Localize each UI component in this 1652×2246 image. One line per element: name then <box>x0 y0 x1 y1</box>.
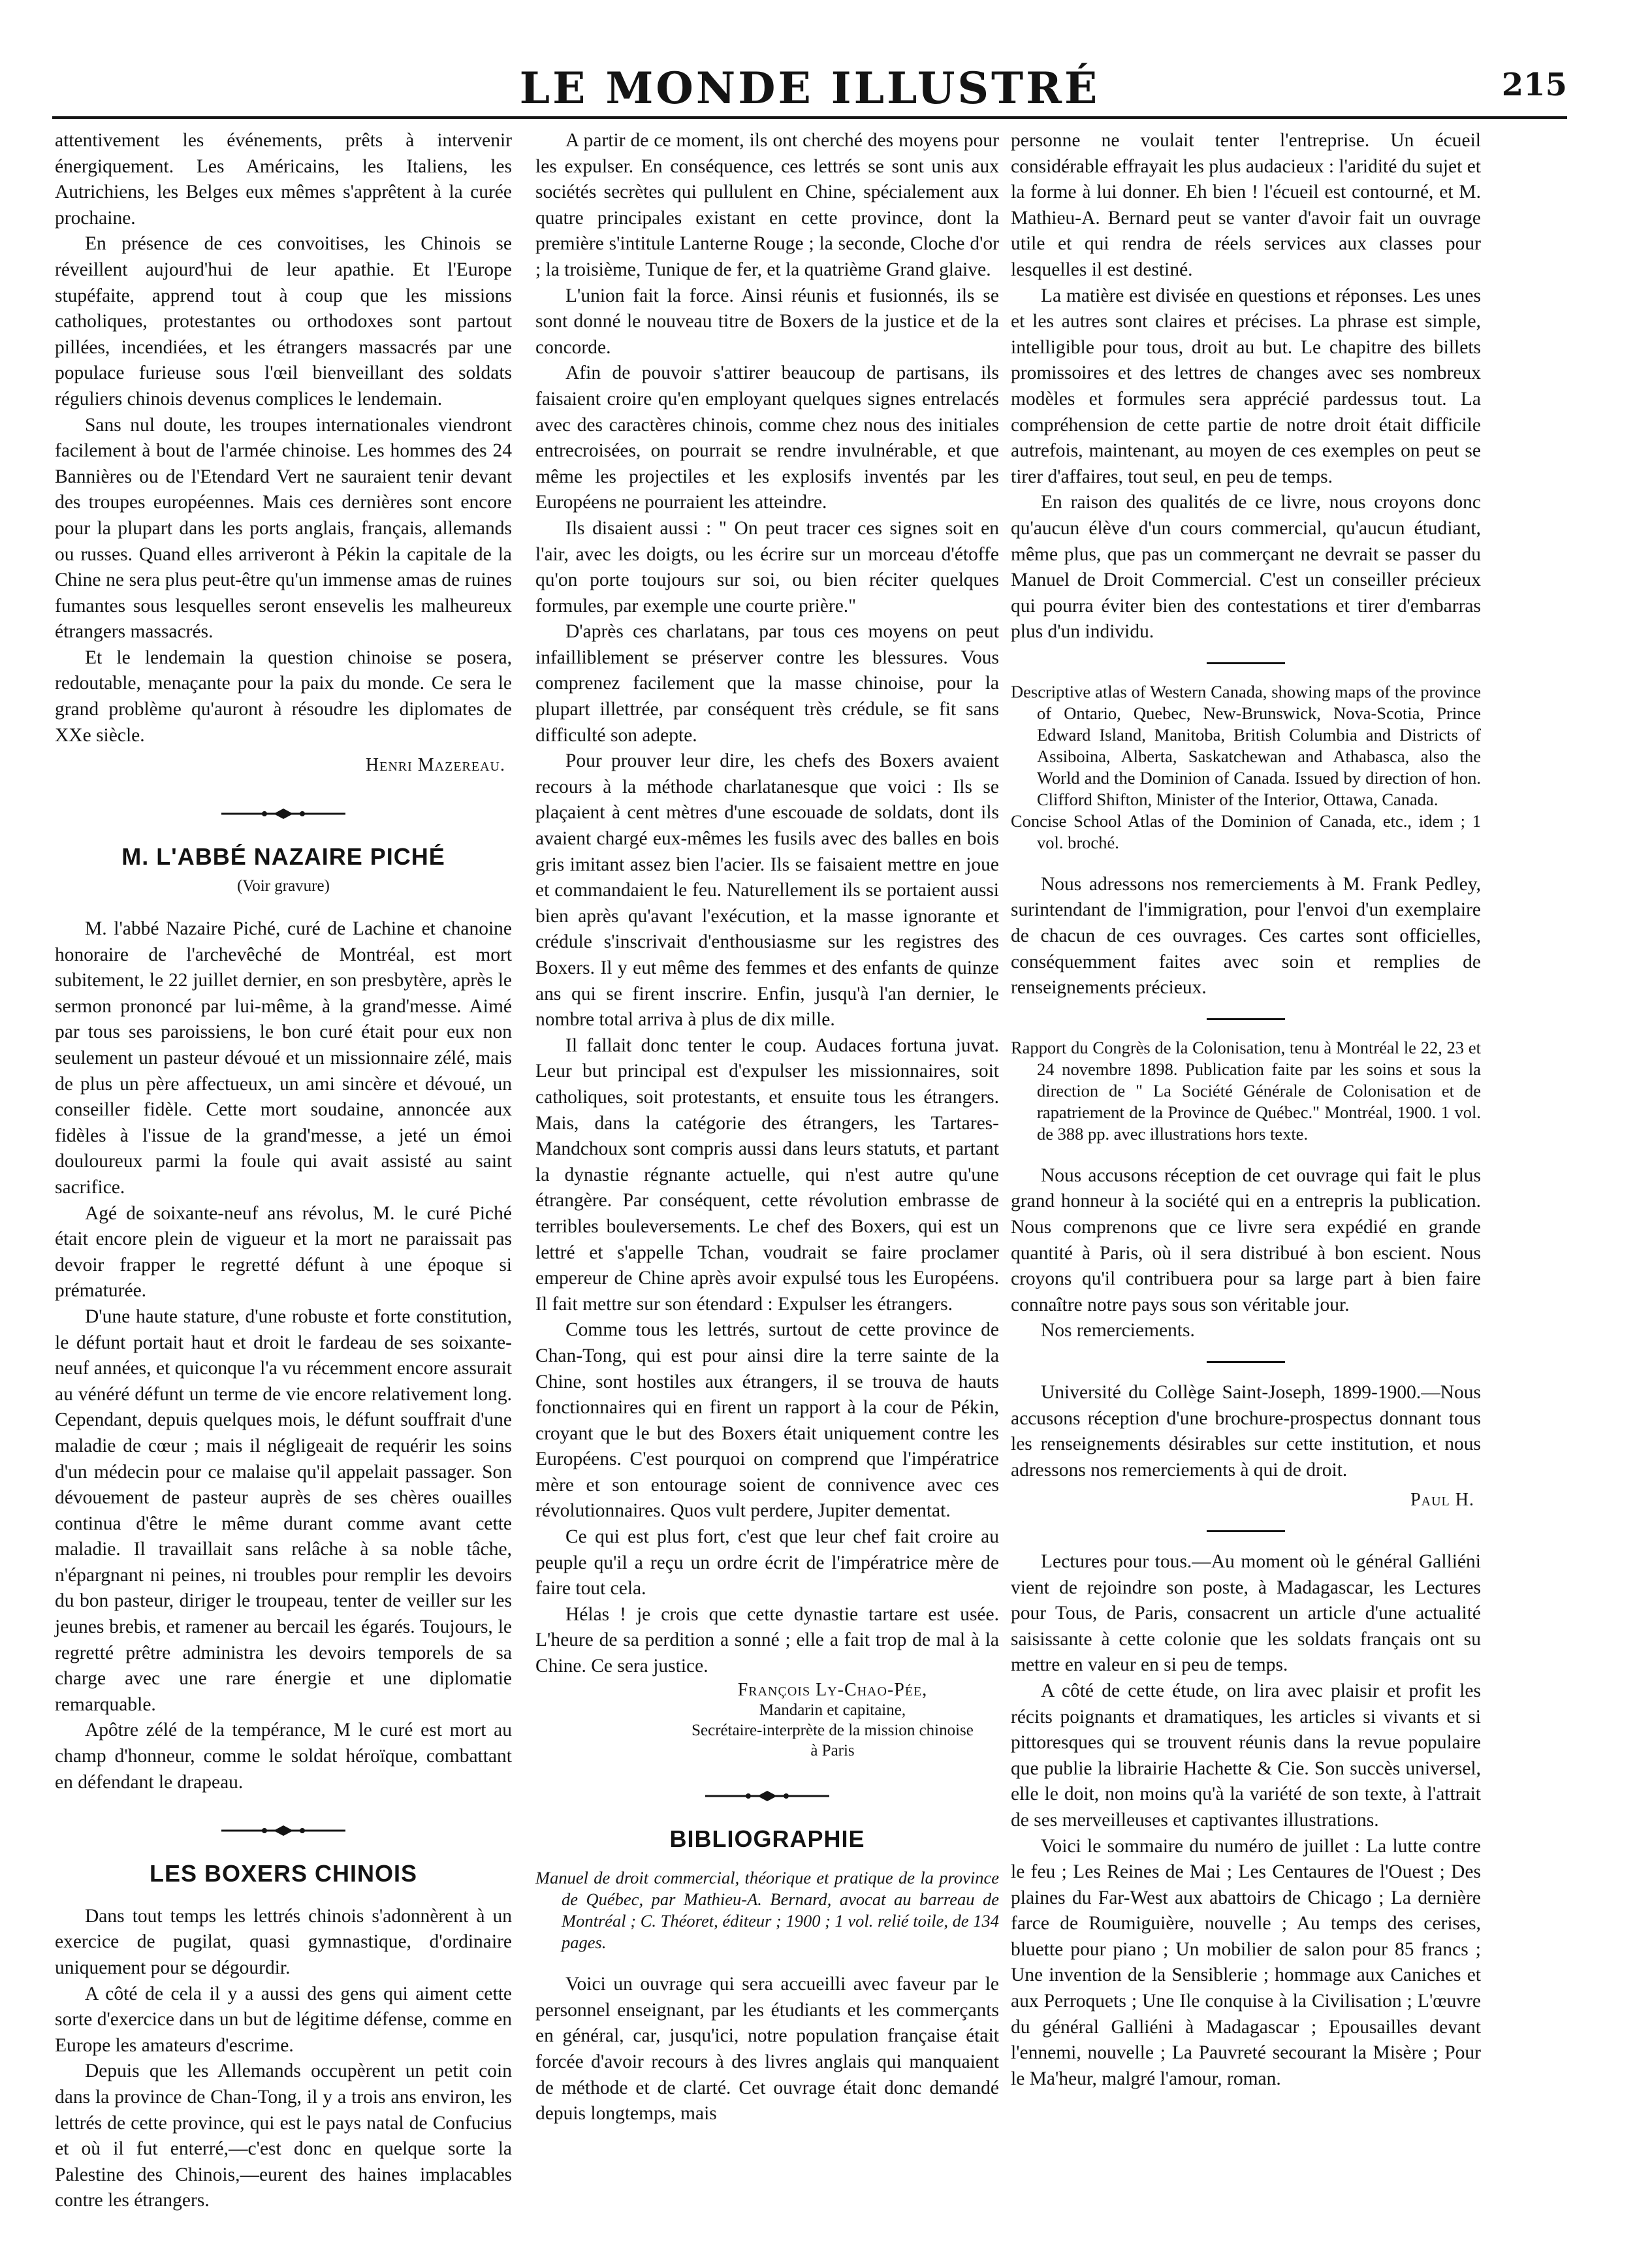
article-paragraph: Nous adressons nos remerciements à M. Frank Pedley, surintendant de l'immigration, pour l'envoi d'un exemplaire de chacun de ces ouvrages. Ces cartes sont officielles, conséquemment faites avec soin et remplies de renseignements précieux. <box>1011 873 1481 999</box>
section-heading-boxers: LES BOXERS CHINOIS <box>149 1860 418 1887</box>
article-paragraph: Agé de soixante-neuf ans révolus, M. le curé Piché était encore plein de vigueur et la mort ne paraissait pas devoir frapper le regretté défunt à une époque si prématurée. <box>55 1202 512 1302</box>
author-name: François Ly-Chao-Pée, <box>737 1679 928 1700</box>
article-paragraph: D'après ces charlatans, par tous ces moyens on peut infailliblement se préserver contre les blessures. Vous comprenez facilement que la masse chinoise, pour la plupart illettrée, par conséquent très crédule, se fit sans difficulté son adepte. <box>535 621 999 746</box>
newspaper-title: LE MONDE ILLUSTRÉ <box>519 63 1100 114</box>
spacer <box>1011 854 1481 872</box>
article-paragraph: Voici un ouvrage qui sera accueilli avec faveur par le personnel enseignant, par les étudiants et les commerçants en général, car, jusqu'ici, notre population française était forcée d'avoir recours à des livres anglais qui manquaient de méthode et de clarté. Cet ouvrage était donc demandé depuis longtemps, mais <box>535 1974 999 2125</box>
article-paragraph: La matière est divisée en questions et réponses. Les unes et les autres sont claires et précises. La phrase est simple, intelligible pour tous, droit au but. Le chapitre des billets promissoires et des lettres de changes avec ses nombreux modèles et formules sera apprécié pardessus tout. La compréhension de cette partie de notre droit était difficile autrefois, maintenant, au moyen de ces exemples on peut se tirer d'affaires, tout seul, en peu de temps. <box>1011 285 1481 487</box>
article-paragraph: A partir de ce moment, ils ont cherché des moyens pour les expulser. En conséquence, ces lettrés se sont unis aux sociétés secrètes qui pullulent en Chine, spécialement aux quatre principales existant en cette province, dont la première s'intitule Lanterne Rouge ; la seconde, Cloche d'or ; la troisième, Tunique de fer, et la quatrième Grand glaive. <box>535 130 999 280</box>
article-paragraph: Et le lendemain la question chinoise se posera, redoutable, menaçante pour la paix du monde. Ce sera le grand problème qu'auront à résoudre les diplomates de XXe siècle. <box>55 647 512 746</box>
author-title-line: à Paris <box>810 1741 855 1759</box>
article-paragraph: A côté de cela il y a aussi des gens qui aiment cette sorte d'exercice dans un but de légitime défense, comme en Europe les amateurs d'escrime. <box>55 1983 512 2056</box>
article-paragraph: Nos remerciements. <box>1041 1320 1195 1341</box>
spacer <box>535 1953 999 1972</box>
article-paragraph: attentivement les événements, prêts à intervenir énergiquement. Les Américains, les Italiens, les Autrichiens, les Belges eux mêmes s'apprêtent à la curée prochaine. <box>55 130 512 229</box>
section-rule <box>1207 1361 1285 1363</box>
author-signature: Henri Mazereau. <box>365 755 505 776</box>
author-signature: Paul H. <box>1410 1490 1474 1511</box>
bibliography-entry: Manuel de droit commercial, théorique et pratique de la province de Québec, par Mathieu-A. Bernard, avocat au barreau de Montréal ; C. Théoret, éditeur ; 1900 ; 1 vol. relié toile, de 134 pages. <box>535 1868 999 1953</box>
section-heading-bibliographie: BIBLIOGRAPHIE <box>669 1825 865 1852</box>
article-paragraph: En raison des qualités de ce livre, nous croyons donc qu'aucun élève d'un cours commercial, qu'aucun étudiant, même plus, que pas un commerçant ne devrait se passer du Manuel de Droit Commercial. C'est un conseiller précieux qui pourra éviter bien des contestations et tirer d'embarras plus d'un individu. <box>1011 492 1481 643</box>
article-paragraph: Il fallait donc tenter le coup. Audaces fortuna juvat. Leur but principal est d'expulser les missionnaires, soit catholiques, soit protestants, et ensuite tous les étrangers. Mais, dans la catégorie des étrangers, les Tartares-Mandchoux sont compris aussi dans leurs statuts, et partant la dynastie régnante actuelle, qui n'est autre qu'une étrangère. Par conséquent, cette révolution embrasse de terribles bouleversements. Le chef des Boxers, qui est un lettré et s'appelle Tchan, voudrait se faire proclamer empereur de Chine après avoir expulsé tous les Européens. Il fait mettre sur son étendard : Expulser les étrangers. <box>535 1035 999 1315</box>
article-paragraph: Ce qui est plus fort, c'est que leur chef fait croire au peuple qu'il a reçu un ordre écrit de l'impératrice mère de faire tout cela. <box>535 1526 999 1599</box>
article-paragraph: Sans nul doute, les troupes internationales viendront facilement à bout de l'armée chinoise. Les hommes des 24 Bannières ou de l'Etendard Vert ne sauraient tenir devant des troupes européennes. Mais ces dernières sont encore pour la plupart dans les ports anglais, français, allemands ou russes. Quand elles arriveront à Pékin la capitale de la Chine ne sera plus peut-être qu'un immense amas de ruines fumantes sous lesquelles seront ensevelis les malheureux étrangers massacrés. <box>55 414 512 643</box>
article-paragraph: Université du Collège Saint-Joseph, 1899-1900.—Nous accusons réception d'une brochure-prospectus donnant tous les renseignements désirables sur cette institution, et nous adressons nos remerciements à qui de droit. <box>1011 1382 1481 1481</box>
author-title-line: Mandarin et capitaine, <box>759 1701 906 1719</box>
article-paragraph: Voici le sommaire du numéro de juillet : La lutte contre le feu ; Les Reines de Mai ; Les Centaures de l'Ouest ; Des plaines du Far-West aux abattoirs de Chicago ; La dernière farce de Roumiguière, nouvelle ; Au temps des cerises, bluette pour piano ; Un mobilier de salon pour 85 francs ; Une invention de la Sensiblerie ; hommage aux Caniches et aux Perroquets ; Une Ile conquise à la Civilisation ; L'œuvre du général Galliéni à Madagascar ; Epousailles devant l'ennemi, nouvelle ; La Pauvreté secourant la Misère ; Pour le Ma'heur, malgré l'amour, roman. <box>1011 1835 1481 2089</box>
article-paragraph: A côté de cette étude, on lira avec plaisir et profit les récits poignants et dramatiques, les articles si vivants et si pittoresques qui se trouvent réunis dans la revue populaire que publie la librairie Hachette & Cie. Son succès universel, elle le doit, non moins qu'à la variété de son texte, à l'attrait de ses merveilleuses et captivantes illustrations. <box>1011 1680 1481 1831</box>
author-title-line: Secrétaire-interprète de la mission chinoise <box>691 1721 974 1739</box>
article-paragraph: M. l'abbé Nazaire Piché, curé de Lachine et chanoine honoraire de l'archevêché de Montréal, est mort subitement, le 22 juillet dernier, en son presbytère, après le sermon prononcé par lui-même, à la grand'messe. Aimé par tous ses paroissiens, le bon curé était pour eux non seulement un pasteur dévoué et un missionnaire zélé, mais de plus un père affectueux, un ami sincère et dévoué, un conseiller fidèle. Cette mort soudaine, annoncée aux fidèles à l'issue de la grand'messe, a jeté un émoi douloureux parmi la foule qui avait assisté au saint sacrifice. <box>55 918 512 1198</box>
article-paragraph: Depuis que les Allemands occupèrent un petit coin dans la province de Chan-Tong, il y a trois ans environ, les lettrés de cette province, qui est le pays natal de Confucius et où il fut enterré,—c'est donc en quelque sorte la Palestine des Chinois,—eurent des haines implacables contre les étrangers. <box>55 2061 512 2211</box>
article-paragraph: Lectures pour tous.—Au moment où le général Galliéni vient de rejoindre son poste, à Madagascar, les Lectures pour Tous, de Paris, consacrent un article d'une actualité saisissante à cette colonie que les soldats français ont su mettre en valeur en si peu de temps. <box>1011 1550 1481 1676</box>
column-2 <box>535 128 999 2127</box>
article-paragraph: Nous accusons réception de cet ouvrage qui fait le plus grand honneur à la société qui en a entrepris la publication. Nous comprenons que ce livre sera expédié en grande quantité à Paris, où il sera distribué à bon escient. Nous croyons qu'il contribuera pour sa large part à bien faire connaître notre pays sous son véritable jour. <box>1011 1164 1481 1315</box>
bibliography-entry: Descriptive atlas of Western Canada, showing maps of the province of Ontario, Quebec, New-Brunswick, Nova-Scotia, Prince Edward Island, Manitoba, British Columbia and Districts of Assiboina, Alberta, Saskatchewan and Athabasca, also the World and the Dominion of Canada. Issued by direction of hon. Clifford Shifton, Minister of the Interior, Ottawa, Canada. <box>1011 681 1481 809</box>
masthead <box>52 57 1567 114</box>
bibliography-entry: Rapport du Congrès de la Colonisation, tenu à Montréal le 22, 23 et 24 novembre 1898. Publication faite par les soins et sous la direction de " La Société Générale de Colonisation et de rapatriement de la Province de Québec." Montréal, 1900. 1 vol. de 388 pp. avec illustrations hors texte. <box>1011 1037 1481 1144</box>
article-paragraph: L'union fait la force. Ainsi réunis et fusionnés, ils se sont donné le nouveau titre de Boxers de la justice et de la concorde. <box>535 285 999 358</box>
ornament-divider <box>221 807 345 820</box>
section-rule <box>1207 1530 1285 1532</box>
section-rule <box>1207 662 1285 664</box>
page-number: 215 <box>1501 67 1567 103</box>
ornament-divider <box>705 1789 829 1803</box>
article-paragraph: Pour prouver leur dire, les chefs des Boxers avaient recours à la méthode charlatanesque que voici : Ils se plaçaient à cent mètres d'une escouade de soldats, dont ils avaient chargé eux-mêmes les fusils avec des balles en bois gris imitant assez bien l'acier. Ils se faisaient mettre en joue et commandaient le feu. Naturellement ils se portaient aussi bien après qu'avant l'exécution, et la masse ignorante et crédule s'inscrivait d'enthousiasme sur les registres des Boxers. Il y eut même des femmes et des enfants de quinze ans qui se firent inscrire. Enfin, jusqu'à l'an dernier, le nombre total arriva à plus de dix mille. <box>535 750 999 1031</box>
section-rule <box>1207 1018 1285 1020</box>
column-3 <box>1011 128 1481 2092</box>
article-paragraph: Comme tous les lettrés, surtout de cette province de Chan-Tong, qui est pour ainsi dire la terre sainte de la Chine, sont hostiles aux étrangers, il se trouva de hauts fonctionnaires qui en firent un rapport à la cour de Pékin, croyant que le but des Boxers était uniquement contre les Européens. C'est pourquoi on comprend que l'impératrice mère et son entourage soient de connivence avec ces révolutionnaires. Quos vult perdere, Jupiter dementat. <box>535 1319 999 1522</box>
section-heading-piche: M. L'ABBÉ NAZAIRE PICHÉ <box>121 842 445 870</box>
article-paragraph: Dans tout temps les lettrés chinois s'adonnèrent à un exercice de pugilat, quasi gymnastique, d'ordinaire uniquement pour se dégourdir. <box>55 1905 512 1978</box>
article-paragraph: Hélas ! je crois que cette dynastie tartare est usée. L'heure de sa perdition a sonné ; elle a fait trop de mal à la Chine. Ce sera justice. <box>535 1603 999 1677</box>
header-rule <box>52 116 1567 119</box>
spacer <box>1011 1145 1481 1163</box>
column-1 <box>55 128 512 2214</box>
article-paragraph: Ils disaient aussi : " On peut tracer ces signes soit en l'air, avec les doigts, ou les écrire sur un morceau d'étoffe qu'on porte toujours sur soi, ou bien réciter quelques formules, par exemple une courte prière." <box>535 517 999 617</box>
article-paragraph: Apôtre zélé de la tempérance, M le curé est mort au champ d'honneur, comme le soldat héroïque, combattant en défendant le drapeau. <box>55 1720 512 1793</box>
article-paragraph: Afin de pouvoir s'attirer beaucoup de partisans, ils faisaient croire qu'en employant quelques signes entrelacés avec des caractères chinois, comme chez nous des initiales entrecroisées, on pourrait se rendre invulnérable, et que même les projectiles et les explosifs inventés par les Européens ne pourraient les atteindre. <box>535 362 999 513</box>
bibliography-entry: Concise School Atlas of the Dominion of Canada, etc., idem ; 1 vol. broché. <box>1011 810 1481 852</box>
article-paragraph: D'une haute stature, d'une robuste et forte constitution, le défunt portait haut et droit le fardeau de ses soixante-neuf années, et quiconque l'a vu récemment encore assurait au vénéré défunt un terme de vie encore relativement long. Cependant, depuis quelques mois, le défunt souffrait d'une maladie de cœur ; mais il négligeait de requérir les soins d'un médecin pour ce malaise qu'il appelait passager. Son dévouement de pasteur auprès de ses chères ouailles continua d'être le même durant comme avant cette maladie. Il travaillait sans relâche à sa noble tâche, n'épargnant ni peines, ni troubles pour remplir les devoirs du bon pasteur, diriger le troupeau, tenter de veiller sur les jeunes brebis, et ramener au bercail les égarés. Toujours, le regretté prêtre administra les devoirs temporels de sa charge avec une rare énergie et une diplomatie remarquable. <box>55 1306 512 1715</box>
ornament-divider <box>221 1824 345 1837</box>
author-signature-block <box>666 1680 999 1761</box>
article-paragraph: En présence de ces convoitises, les Chinois se réveillent aujourd'hui de leur apathie. Et l'Europe stupéfaite, apprend tout à coup que les missions catholiques, protestantes ou orthodoxes sont partout pillées, incendiées, et les étrangers massacrés par une populace furieuse sous l'œil bienveillant des soldats réguliers chinois devenus complices le lendemain. <box>55 233 512 409</box>
article-paragraph: personne ne voulait tenter l'entreprise. Un écueil considérable effrayait les plus audacieux : l'aridité du sujet et la forme à lui donner. Eh bien ! l'écueil est contourné, et M. Mathieu-A. Bernard peut se vanter d'avoir fait un ouvrage utile et qui rendra de réels services aux classes pour lesquelles il est destiné. <box>1011 130 1481 280</box>
section-subtitle: (Voir gravure) <box>237 877 330 895</box>
